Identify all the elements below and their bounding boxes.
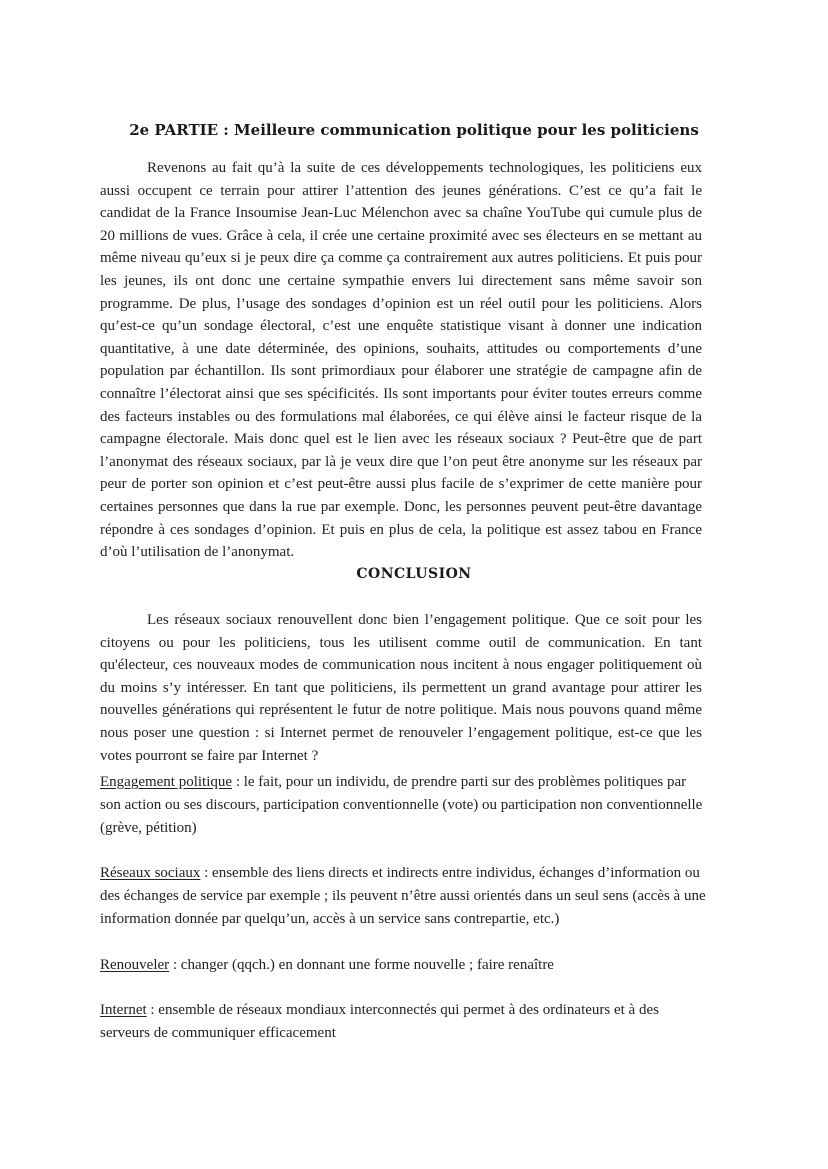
definition-engagement-politique [100,771,706,840]
definition-term: Internet [100,1002,147,1018]
definition-text: : ensemble des liens directs et indirects entre individus, échanges d’information ou des échanges de service par exemple ; ils peuvent n’être aussi orientés dans un seul sens (accès à une information donnée par quelqu’un, accès à un service sans contrepartie, etc.) [100,865,706,927]
definition-internet [100,999,706,1045]
definition-renouveler [100,954,706,977]
definition-term: Réseaux sociaux [100,865,201,881]
definition-text: : changer (qqch.) en donnant une forme nouvelle ; faire renaître [169,957,554,973]
conclusion-title: CONCLUSION [356,566,472,582]
definition-text: : ensemble de réseaux mondiaux interconnectés qui permet à des ordinateurs et à des serveurs de communiquer efficacement [100,1002,659,1041]
body-paragraph-1: Revenons au fait qu’à la suite de ces développements technologiques, les politiciens eux aussi occupent ce terrain pour attirer l’attention des jeunes générations. C’est ce qu’a fait le candidat de la France Insoumise Jean-Luc Mélenchon avec sa chaîne YouTube qui cumule plus de 20 millions de vues. Grâce à cela, il crée une certaine proximité avec ses électeurs en se mettant au même niveau qu’eux si je peux dire ça comme ça contrairement aux autres politiciens. Et puis pour les jeunes, ils ont donc une certaine sympathie envers lui directement sans même savoir son programme. De plus, l’usage des sondages d’opinion est un réel outil pour les politiciens. Alors qu’est-ce qu’un sondage électoral, c’est une enquête statistique visant à donner une indication quantitative, à une date déterminée, des opinions, souhaits, attitudes ou comportements d’une population par échantillon. Ils sont primordiaux pour élaborer une stratégie de campagne afin de connaître l’électorat ainsi que ses spécificités. Ils sont importants pour éviter toutes erreurs comme des facteurs instables ou des formulations mal élaborées, ce qui élève ainsi le facteur risque de la campagne électorale. Mais donc quel est le lien avec les réseaux sociaux ? Peut-être que de part l’anonymat des réseaux sociaux, par là je veux dire que l’on peut être anonyme sur les réseaux par peur de porter son opinion et c’est peut-être aussi plus facile de s’exprimer de cette manière pour certaines personnes que dans la rue par exemple. Donc, les personnes peuvent peut-être davantage répondre à ces sondages d’opinion. Et puis en plus de cela, la politique est assez tabou en France d’où l’utilisation de l’anonymat. [100,160,702,561]
definition-text: : le fait, pour un individu, de prendre parti sur des problèmes politiques par son action ou ses discours, participation conventionnelle (vote) ou participation non conventionnelle (grève, pétition) [100,774,703,836]
conclusion-paragraph: Les réseaux sociaux renouvellent donc bien l’engagement politique. Que ce soit pour les citoyens ou pour les politiciens, tous les utilisent comme outil de communication. En tant qu'électeur, ces nouveaux modes de communication nous incitent à nous engager politiquement où du moins s’y intéresser. En tant que politiciens, ils permettent un grand avantage pour attirer les nouvelles générations qui représentent le futur de notre politique. Mais nous pouvons quand même nous poser une question : si Internet permet de renouveler l’engagement politique, est-ce que les votes pourront se faire par Internet ? [100,612,702,764]
part-title: 2e PARTIE : Meilleure communication politique pour les politiciens [129,121,699,139]
definition-term: Renouveler [100,957,170,973]
definition-reseaux-sociaux [100,862,706,931]
definition-term: Engagement politique [100,774,233,790]
